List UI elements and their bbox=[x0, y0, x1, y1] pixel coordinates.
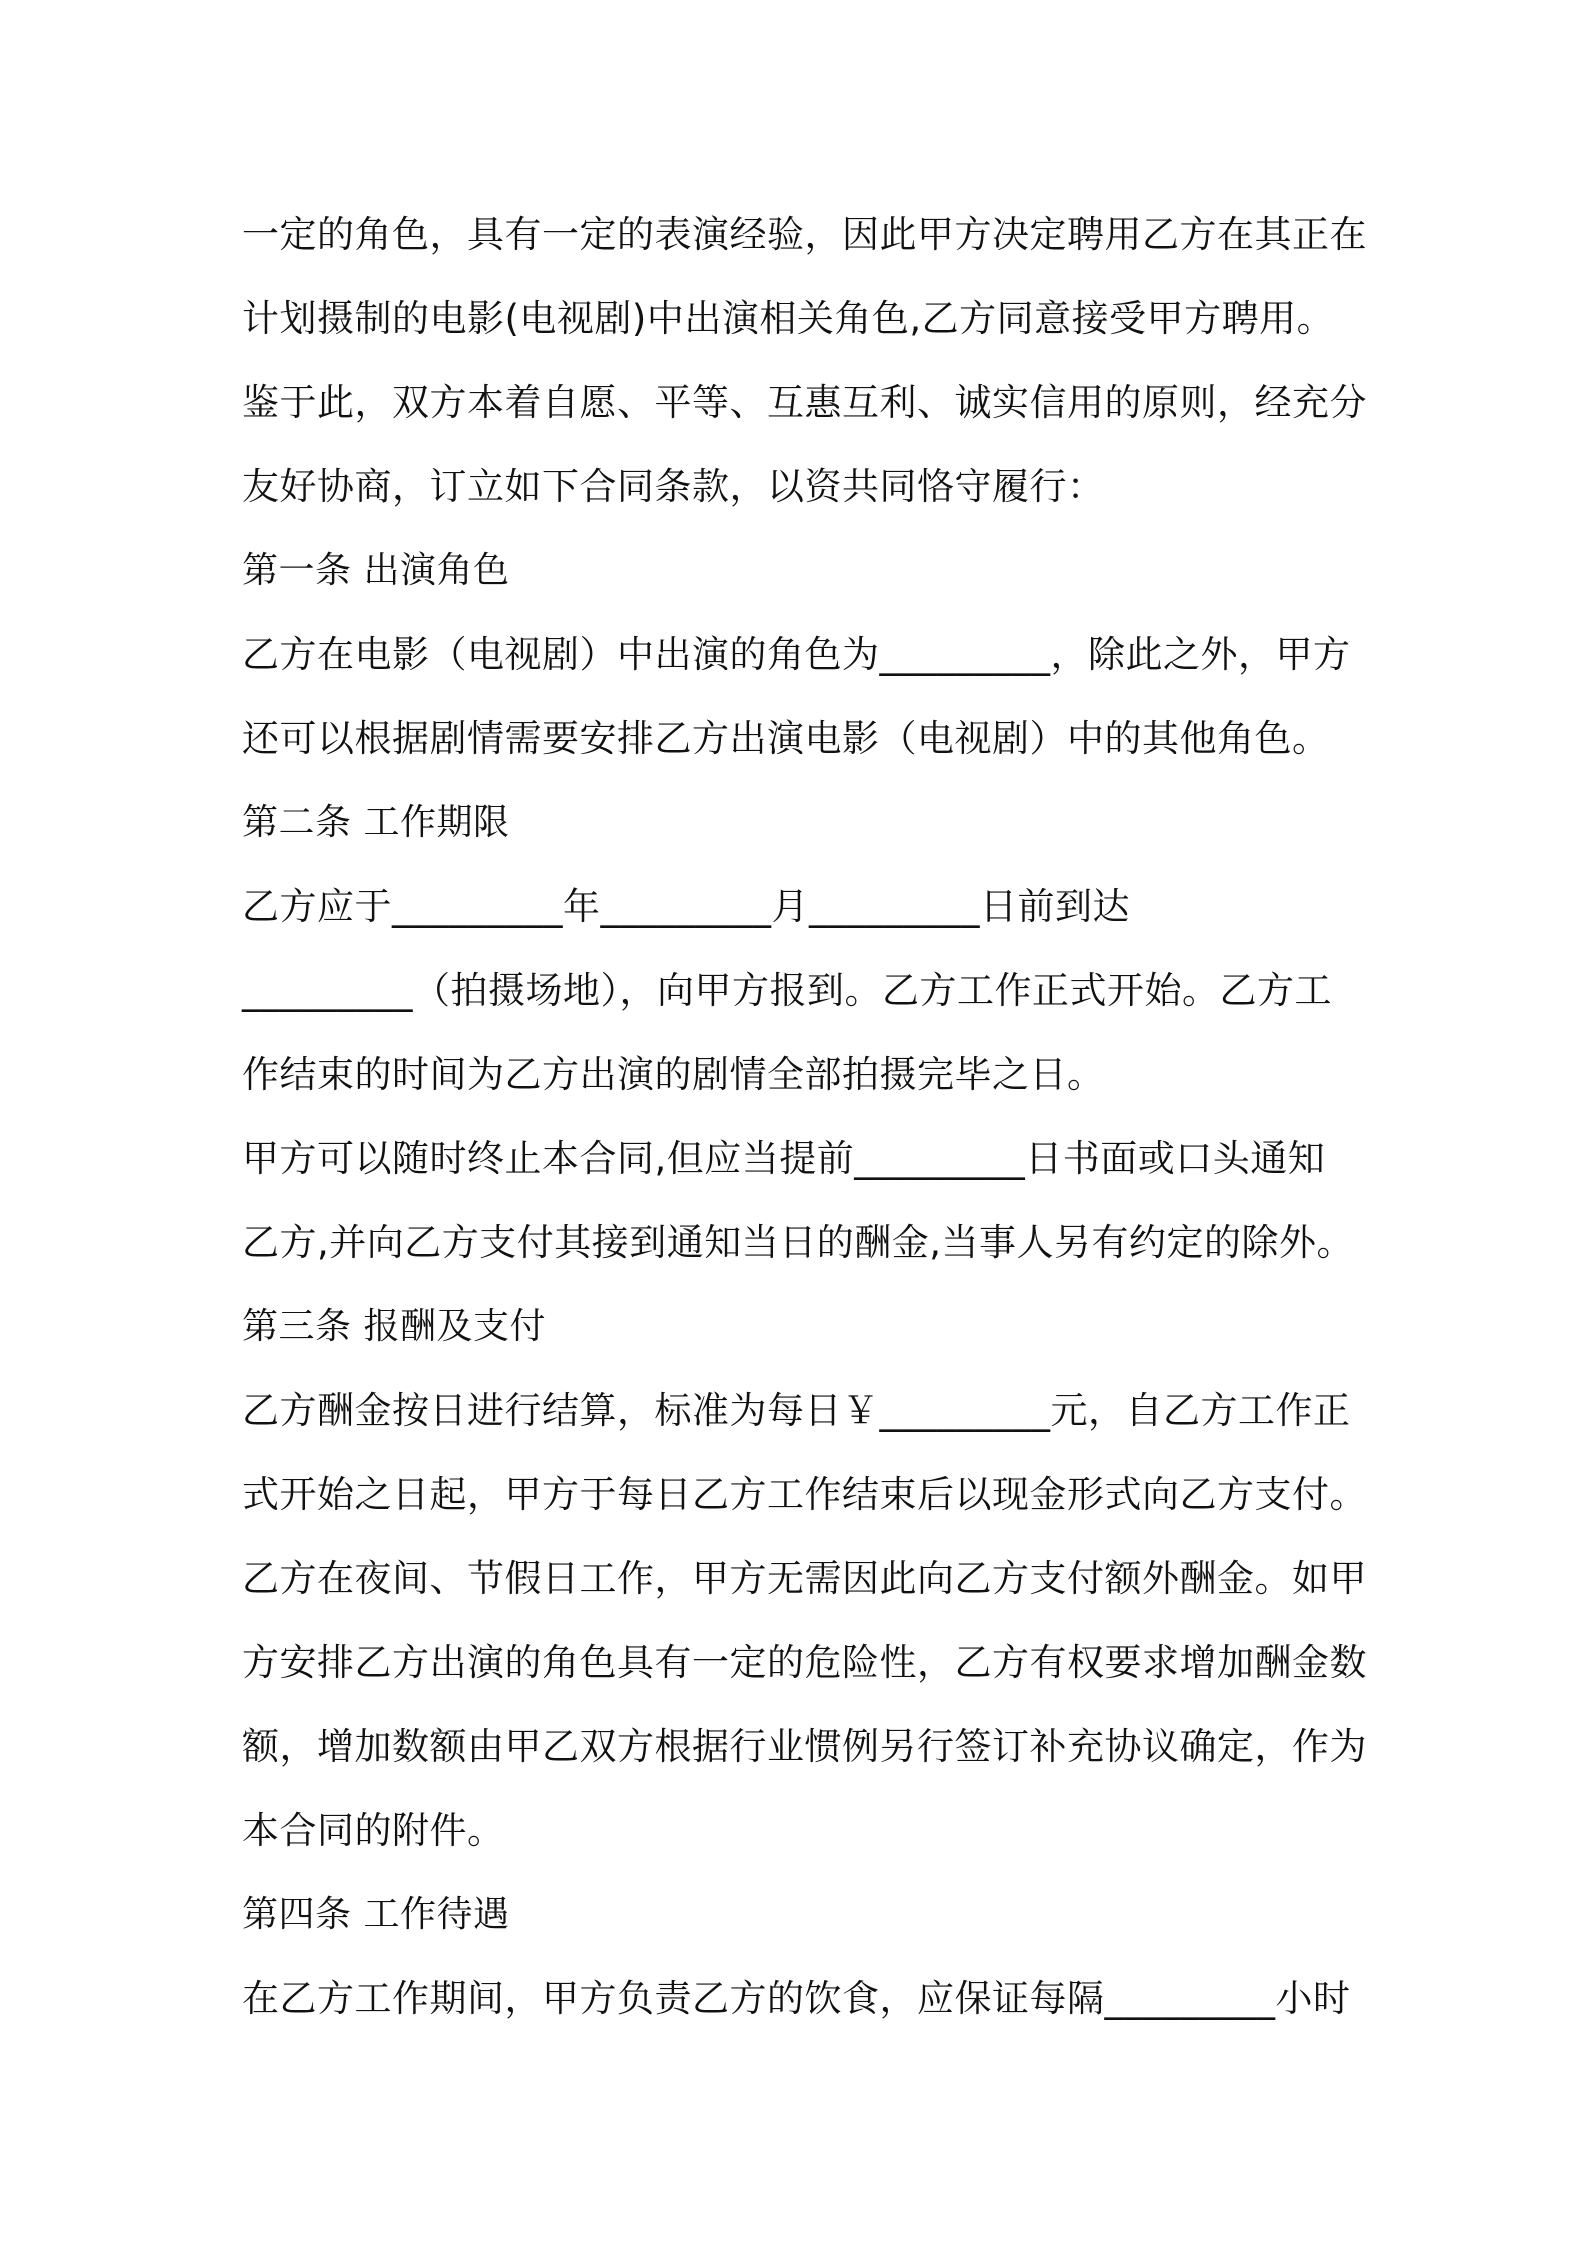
section-heading: 第三条 报酬及支付 bbox=[242, 1306, 546, 1347]
text-line: 额，增加数额由甲乙双方根据行业惯例另行签订补充协议确定，作为 bbox=[242, 1725, 1367, 1768]
text-line: 乙方酬金按日进行结算，标准为每日￥_________元，自乙方工作正 bbox=[242, 1389, 1351, 1432]
section-heading: 第二条 工作期限 bbox=[242, 802, 510, 843]
text-line: 鉴于此，双方本着自愿、平等、互惠互利、诚实信用的原则，经充分 bbox=[242, 381, 1367, 424]
text-line: _________（拍摄场地），向甲方报到。乙方工作正式开始。乙方工 bbox=[242, 969, 1332, 1012]
section-heading: 第一条 出演角色 bbox=[242, 550, 510, 591]
text-line: 计划摄制的电影(电视剧)中出演相关角色,乙方同意接受甲方聘用。 bbox=[242, 297, 1335, 340]
text-line: 友好协商，订立如下合同条款，以资共同恪守履行： bbox=[242, 465, 1105, 508]
text-line: 式开始之日起，甲方于每日乙方工作结束后以现金形式向乙方支付。 bbox=[242, 1473, 1367, 1516]
text-line: 乙方在夜间、节假日工作，甲方无需因此向乙方支付额外酬金。如甲 bbox=[242, 1557, 1367, 1600]
text-line: 还可以根据剧情需要安排乙方出演电影（电视剧）中的其他角色。 bbox=[242, 717, 1330, 760]
text-line: 乙方在电影（电视剧）中出演的角色为_________，除此之外，甲方 bbox=[242, 633, 1351, 676]
text-line: 本合同的附件。 bbox=[242, 1809, 505, 1852]
text-line: 乙方,并向乙方支付其接到通知当日的酬金,当事人另有约定的除外。 bbox=[242, 1221, 1355, 1264]
text-line: 在乙方工作期间，甲方负责乙方的饮食，应保证每隔_________小时 bbox=[242, 1977, 1351, 2020]
contract-body bbox=[242, 193, 1367, 2041]
text-line: 乙方应于_________年_________月_________日前到达 bbox=[242, 885, 1130, 928]
text-line: 方安排乙方出演的角色具有一定的危险性，乙方有权要求增加酬金数 bbox=[242, 1641, 1367, 1684]
text-line: 作结束的时间为乙方出演的剧情全部拍摄完毕之日。 bbox=[242, 1053, 1105, 1096]
section-heading: 第四条 工作待遇 bbox=[242, 1894, 510, 1935]
text-line: 甲方可以随时终止本合同,但应当提前_________日书面或口头通知 bbox=[242, 1137, 1326, 1180]
text-line: 一定的角色，具有一定的表演经验，因此甲方决定聘用乙方在其正在 bbox=[242, 213, 1367, 256]
